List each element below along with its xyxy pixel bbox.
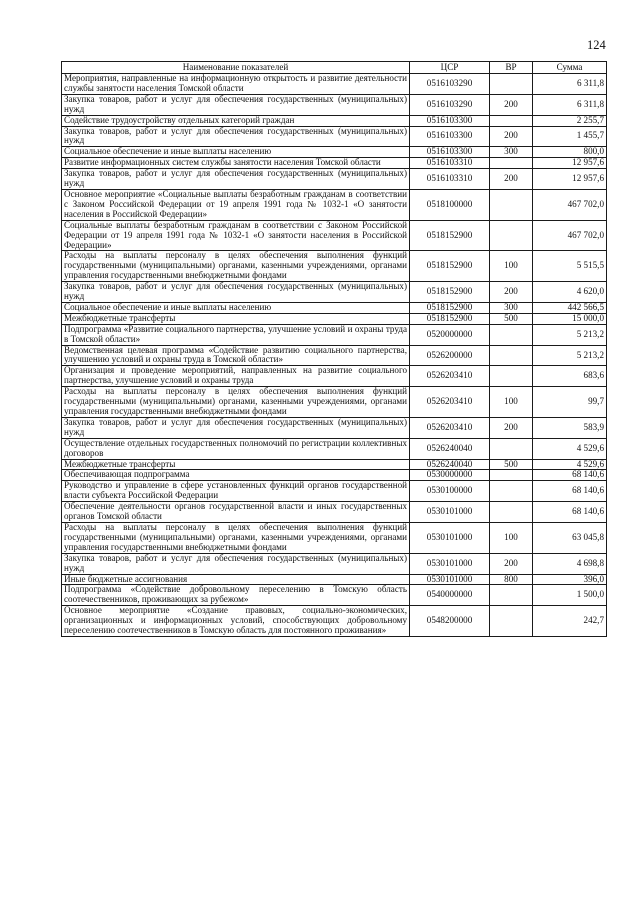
cell-vr <box>490 324 533 345</box>
cell-csr: 0526203410 <box>410 387 490 418</box>
cell-sum: 800,0 <box>533 147 607 158</box>
table-row <box>62 481 607 502</box>
cell-vr: 100 <box>490 251 533 282</box>
cell-csr: 0518152900 <box>410 302 490 313</box>
cell-csr: 0530101000 <box>410 502 490 523</box>
table-row <box>62 74 607 95</box>
cell-name: Закупка товаров, работ и услуг для обеспечения государственных (муниципальных) нужд <box>62 553 410 574</box>
cell-sum: 5 213,2 <box>533 324 607 345</box>
cell-sum: 442 566,5 <box>533 302 607 313</box>
cell-sum: 68 140,6 <box>533 470 607 481</box>
cell-sum: 4 529,6 <box>533 438 607 459</box>
table-row <box>62 366 607 387</box>
cell-name: Основное мероприятие «Создание правовых, социально-экономических, организационных и информационных условий, способствующих добровольному переселению соотечественников в Томскую область для постоянного проживания» <box>62 606 410 637</box>
cell-vr: 300 <box>490 302 533 313</box>
cell-csr: 0526203410 <box>410 417 490 438</box>
cell-name: Социальное обеспечение и иные выплаты населению <box>62 302 410 313</box>
header-name: Наименование показателей <box>62 62 410 74</box>
cell-name: Расходы на выплаты персоналу в целях обеспечения выполнения функций государственными (муниципальными) органами, казенными учреждениями, органами управления государственными внебюджетными фондами <box>62 387 410 418</box>
table-row <box>62 606 607 637</box>
cell-vr: 200 <box>490 169 533 190</box>
cell-vr: 200 <box>490 282 533 303</box>
cell-csr: 0520000000 <box>410 324 490 345</box>
cell-vr <box>490 438 533 459</box>
table-row <box>62 345 607 366</box>
header-vr: ВР <box>490 62 533 74</box>
cell-vr <box>490 345 533 366</box>
cell-name: Расходы на выплаты персоналу в целях обеспечения выполнения функций государственными (муниципальными) органами, казенными учреждениями, органами управления государственными внебюджетными фондами <box>62 522 410 553</box>
cell-vr <box>490 470 533 481</box>
cell-sum: 583,9 <box>533 417 607 438</box>
cell-sum: 467 702,0 <box>533 220 607 251</box>
cell-name: Содействие трудоустройству отдельных категорий граждан <box>62 115 410 126</box>
budget-table <box>61 61 607 637</box>
cell-csr: 0516103290 <box>410 74 490 95</box>
cell-name: Межбюджетные трансферты <box>62 313 410 324</box>
table-row <box>62 126 607 147</box>
table-row <box>62 585 607 606</box>
table-body <box>62 74 607 637</box>
cell-vr: 300 <box>490 147 533 158</box>
table-header-row <box>62 62 607 74</box>
cell-vr <box>490 585 533 606</box>
table-row <box>62 282 607 303</box>
cell-vr <box>490 115 533 126</box>
table-row <box>62 553 607 574</box>
cell-vr <box>490 481 533 502</box>
table-row <box>62 438 607 459</box>
cell-csr: 0516103310 <box>410 158 490 169</box>
cell-vr: 100 <box>490 387 533 418</box>
cell-csr: 0518100000 <box>410 189 490 220</box>
table-row <box>62 302 607 313</box>
cell-sum: 5 213,2 <box>533 345 607 366</box>
cell-name: Закупка товаров, работ и услуг для обеспечения государственных (муниципальных) нужд <box>62 94 410 115</box>
cell-csr: 0526240040 <box>410 438 490 459</box>
cell-sum: 1 455,7 <box>533 126 607 147</box>
cell-name: Закупка товаров, работ и услуг для обеспечения государственных (муниципальных) нужд <box>62 282 410 303</box>
cell-vr: 200 <box>490 126 533 147</box>
cell-csr: 0516103300 <box>410 115 490 126</box>
cell-vr: 200 <box>490 94 533 115</box>
cell-csr: 0516103300 <box>410 126 490 147</box>
cell-name: Социальные выплаты безработным гражданам в соответствии с Законом Российской Федерации от 19 апреля 1991 года № 1032-1 «О занятости населения в Российской Федерации» <box>62 220 410 251</box>
cell-name: Межбюджетные трансферты <box>62 459 410 470</box>
cell-sum: 99,7 <box>533 387 607 418</box>
cell-name: Социальное обеспечение и иные выплаты населению <box>62 147 410 158</box>
cell-sum: 683,6 <box>533 366 607 387</box>
cell-csr: 0530101000 <box>410 574 490 585</box>
cell-csr: 0516103290 <box>410 94 490 115</box>
cell-sum: 4 698,8 <box>533 553 607 574</box>
cell-sum: 68 140,6 <box>533 502 607 523</box>
cell-sum: 4 529,6 <box>533 459 607 470</box>
cell-csr: 0526240040 <box>410 459 490 470</box>
cell-sum: 12 957,6 <box>533 169 607 190</box>
cell-csr: 0540000000 <box>410 585 490 606</box>
cell-vr <box>490 158 533 169</box>
header-sum: Сумма <box>533 62 607 74</box>
table-row <box>62 189 607 220</box>
cell-csr: 0516103310 <box>410 169 490 190</box>
cell-csr: 0518152900 <box>410 313 490 324</box>
table-row <box>62 470 607 481</box>
cell-vr <box>490 606 533 637</box>
cell-vr <box>490 502 533 523</box>
cell-name: Ведомственная целевая программа «Содействие развитию социального партнерства, улучшению условий и охраны труда в Томской области» <box>62 345 410 366</box>
table-row <box>62 459 607 470</box>
cell-csr: 0526200000 <box>410 345 490 366</box>
cell-sum: 6 311,8 <box>533 94 607 115</box>
cell-vr <box>490 74 533 95</box>
cell-vr: 800 <box>490 574 533 585</box>
cell-vr: 500 <box>490 313 533 324</box>
cell-csr: 0548200000 <box>410 606 490 637</box>
cell-sum: 12 957,6 <box>533 158 607 169</box>
table-row <box>62 115 607 126</box>
cell-csr: 0516103300 <box>410 147 490 158</box>
cell-name: Руководство и управление в сфере установленных функций органов государственной власти субъекта Российской Федерации <box>62 481 410 502</box>
cell-vr: 500 <box>490 459 533 470</box>
cell-sum: 4 620,0 <box>533 282 607 303</box>
cell-csr: 0530100000 <box>410 481 490 502</box>
cell-sum: 5 515,5 <box>533 251 607 282</box>
cell-name: Основное мероприятие «Социальные выплаты безработным гражданам в соответствии с Законом Российской Федерации от 19 апреля 1991 года № 1032-1 «О занятости населения в Российской Федерации» <box>62 189 410 220</box>
cell-vr <box>490 366 533 387</box>
cell-vr: 100 <box>490 522 533 553</box>
page-number: 124 <box>587 38 606 52</box>
cell-vr <box>490 189 533 220</box>
table-row <box>62 220 607 251</box>
cell-csr: 0530101000 <box>410 522 490 553</box>
cell-vr <box>490 220 533 251</box>
cell-sum: 68 140,6 <box>533 481 607 502</box>
cell-name: Развитие информационных систем службы занятости населения Томской области <box>62 158 410 169</box>
cell-name: Закупка товаров, работ и услуг для обеспечения государственных (муниципальных) нужд <box>62 417 410 438</box>
cell-csr: 0526203410 <box>410 366 490 387</box>
cell-name: Закупка товаров, работ и услуг для обеспечения государственных (муниципальных) нужд <box>62 126 410 147</box>
cell-name: Закупка товаров, работ и услуг для обеспечения государственных (муниципальных) нужд <box>62 169 410 190</box>
cell-csr: 0530101000 <box>410 553 490 574</box>
cell-name: Организация и проведение мероприятий, направленных на развитие социального партнерства, улучшение условий и охраны труда <box>62 366 410 387</box>
cell-csr: 0518152900 <box>410 251 490 282</box>
table-row <box>62 502 607 523</box>
cell-name: Подпрограмма «Развитие социального партнерства, улучшение условий и охраны труда в Томской области» <box>62 324 410 345</box>
cell-name: Подпрограмма «Содействие добровольному переселению в Томскую область соотечественников, проживающих за рубежом» <box>62 585 410 606</box>
header-csr: ЦСР <box>410 62 490 74</box>
table-row <box>62 324 607 345</box>
table-row <box>62 313 607 324</box>
cell-sum: 6 311,8 <box>533 74 607 95</box>
cell-vr: 200 <box>490 553 533 574</box>
table-row <box>62 147 607 158</box>
cell-sum: 396,0 <box>533 574 607 585</box>
cell-name: Обеспечение деятельности органов государственной власти и иных государственных органов Томской области <box>62 502 410 523</box>
cell-name: Иные бюджетные ассигнования <box>62 574 410 585</box>
cell-sum: 467 702,0 <box>533 189 607 220</box>
table-row <box>62 251 607 282</box>
cell-name: Мероприятия, направленные на информационную открытость и развитие деятельности службы занятости населения Томской области <box>62 74 410 95</box>
cell-name: Расходы на выплаты персоналу в целях обеспечения выполнения функций государственными (муниципальными) органами, казенными учреждениями, органами управления государственными внебюджетными фондами <box>62 251 410 282</box>
table-row <box>62 522 607 553</box>
cell-sum: 1 500,0 <box>533 585 607 606</box>
cell-name: Осуществление отдельных государственных полномочий по регистрации коллективных договоров <box>62 438 410 459</box>
cell-csr: 0518152900 <box>410 282 490 303</box>
table-row <box>62 94 607 115</box>
cell-sum: 242,7 <box>533 606 607 637</box>
cell-sum: 2 255,7 <box>533 115 607 126</box>
cell-sum: 63 045,8 <box>533 522 607 553</box>
cell-csr: 0530000000 <box>410 470 490 481</box>
cell-sum: 15 000,0 <box>533 313 607 324</box>
cell-name: Обеспечивающая подпрограмма <box>62 470 410 481</box>
table-row <box>62 158 607 169</box>
cell-vr: 200 <box>490 417 533 438</box>
table-row <box>62 574 607 585</box>
table-row <box>62 417 607 438</box>
table-row <box>62 387 607 418</box>
cell-csr: 0518152900 <box>410 220 490 251</box>
table-row <box>62 169 607 190</box>
